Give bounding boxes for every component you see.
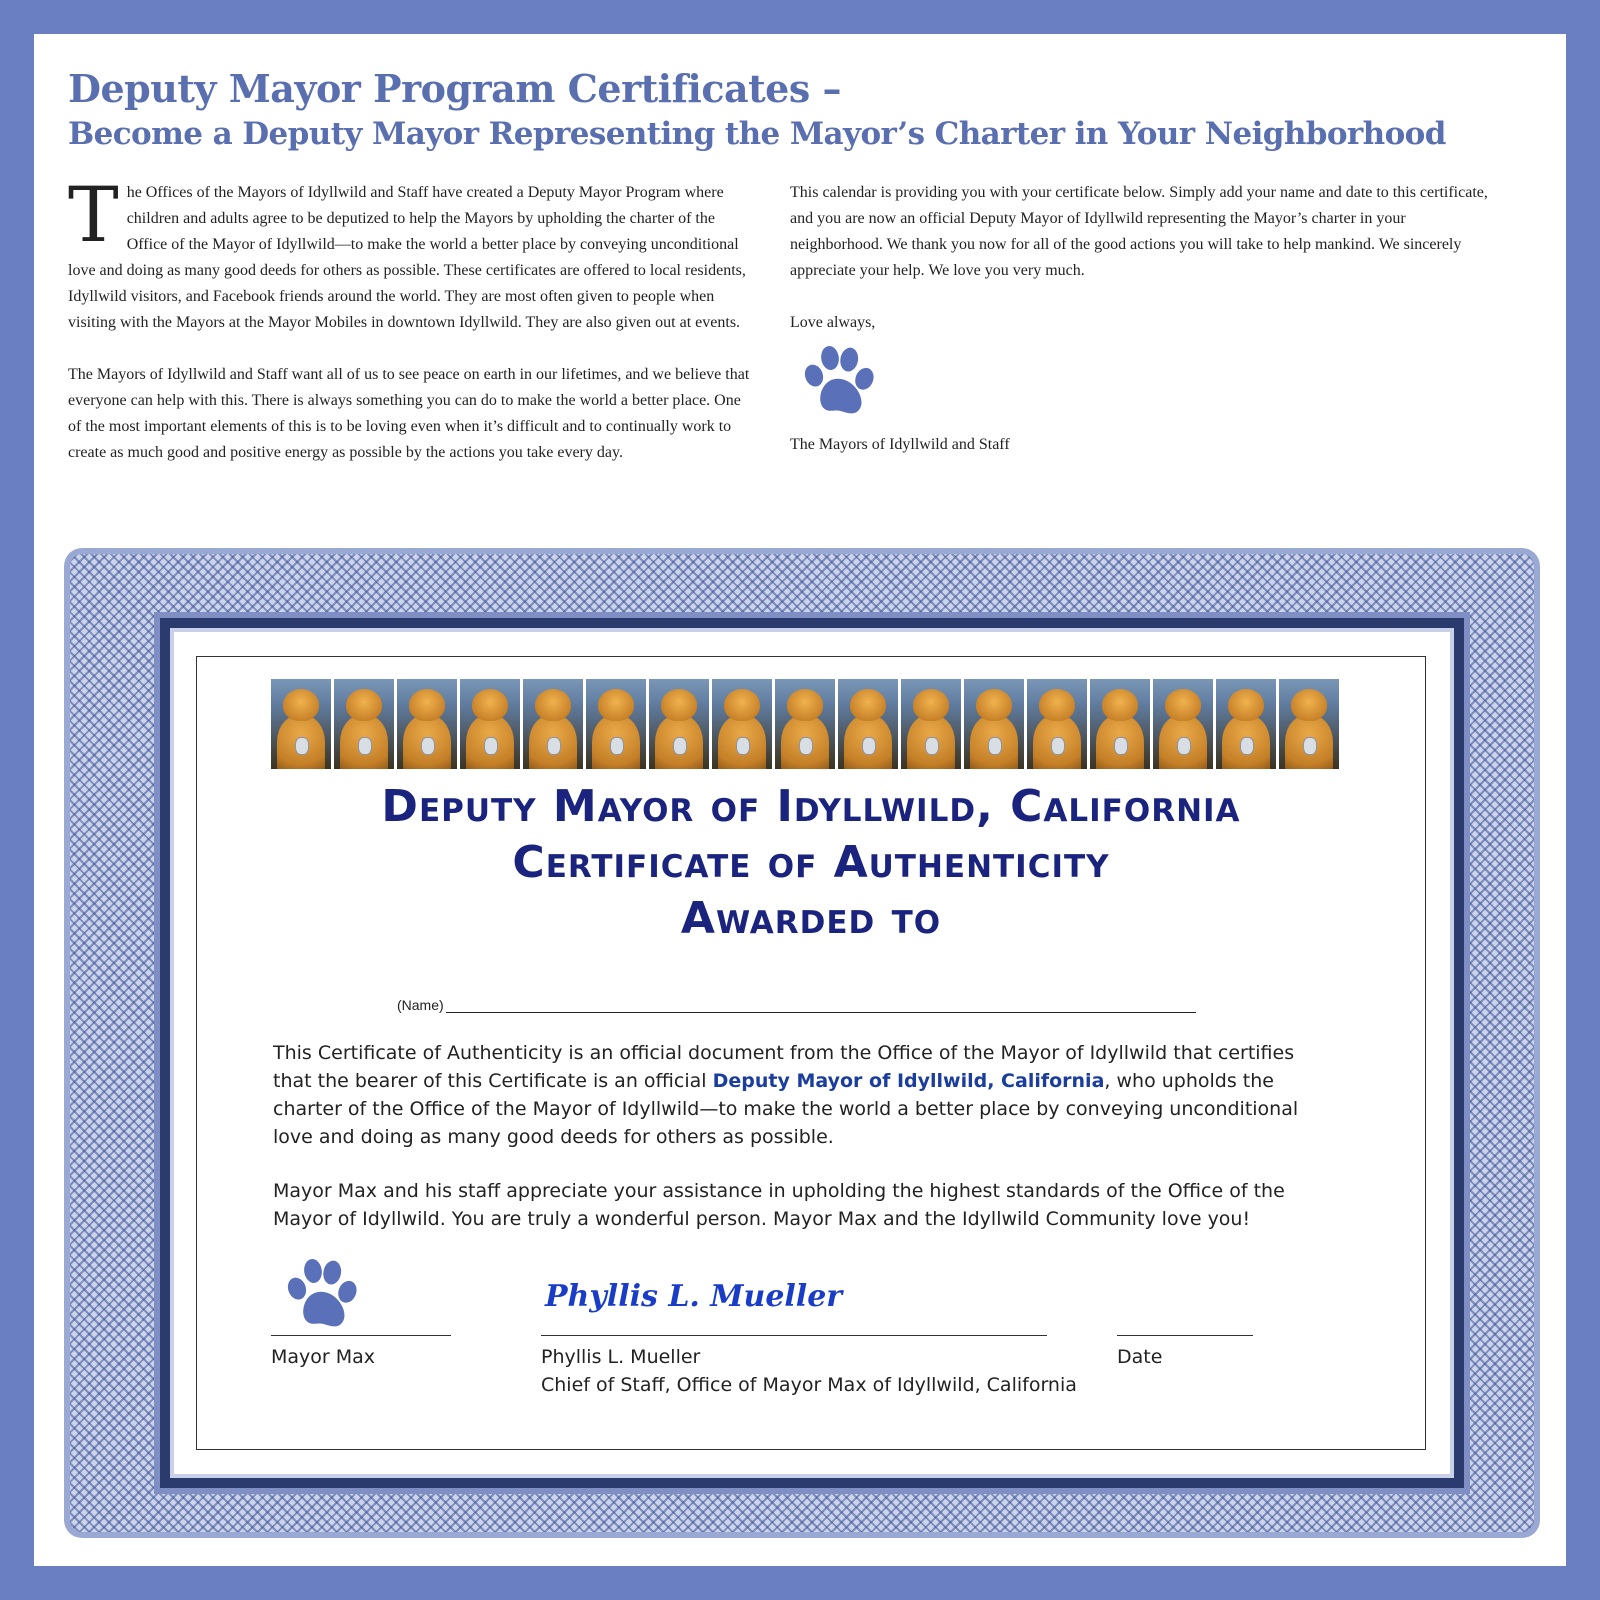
letter-paragraph-1-text: he Offices of the Mayors of Idyllwild and Staff have created a Deputy Mayor Program where children and adults agree to be deputized to help the Mayors by upholding the charter of the Office of the Mayor of Idyllwild—to make the world a better place by conveying unconditional love and doing as many good deeds for others as possible. These certificates are offered to local residents, Idyllwild visitors, and Facebook friends around the world. They are most often given to people when visiting with the Mayors at the Mayor Mobiles in downtown Idyllwild. They are also given out at events.: [68, 184, 746, 331]
dog-photo: [1090, 679, 1150, 769]
name-blank-line[interactable]: [446, 998, 1196, 1013]
chief-of-staff-signature-line: [541, 1335, 1047, 1336]
dog-photo-strip: [271, 679, 1339, 769]
chief-of-staff-name: Phyllis L. Mueller: [541, 1346, 701, 1368]
certificate-body: [273, 1039, 1323, 1259]
dog-photo: [271, 679, 331, 769]
dog-photo: [1027, 679, 1087, 769]
dog-photo: [334, 679, 394, 769]
mayor-signature-label: Mayor Max: [271, 1346, 376, 1368]
letter-left-column: [68, 170, 758, 492]
dog-photo: [1153, 679, 1213, 769]
handwritten-signature: Phyllis L. Mueller: [545, 1279, 843, 1314]
letter-sign-off: The Mayors of Idyllwild and Staff: [790, 436, 1010, 453]
drop-cap: T: [68, 170, 119, 259]
certificate-paragraph-1-end: , who upholds the charter of the Office of the Mayor of Idyllwild—to make the world a better place by conveying unconditional love and doing as many good deeds for others as possible.: [273, 1070, 1299, 1148]
dog-photo: [838, 679, 898, 769]
dog-photo: [649, 679, 709, 769]
dog-photo: [1216, 679, 1276, 769]
letter-closing: Love always,: [790, 314, 876, 331]
mayor-signature-line: [271, 1335, 451, 1336]
page-title: Deputy Mayor Program Certificates –: [68, 66, 841, 111]
dog-photo: [901, 679, 961, 769]
certificate-title-line-3: Awarded to: [680, 893, 942, 944]
paw-print-icon: [281, 1255, 361, 1335]
certificate-paragraph-2: Mayor Max and his staff appreciate your assistance in upholding the highest standards of the Office of the Mayor of Idyllwild. You are truly a wonderful person. Mayor Max and the Idyllwild Community love you!: [273, 1180, 1285, 1230]
dog-photo: [775, 679, 835, 769]
date-label: Date: [1117, 1346, 1163, 1368]
dog-photo: [964, 679, 1024, 769]
letter-paragraph-2: The Mayors of Idyllwild and Staff want all of us to see peace on earth in our lifetimes, and we believe that everyone can help with this. There is always something you can do to make the world a better place. One of the most important elements of this is to be loving even when it’s difficult and to continually work to create as much good and positive energy as possible by the actions you take every day.: [68, 366, 750, 461]
page-subtitle: Become a Deputy Mayor Representing the Mayor’s Charter in Your Neighborhood: [68, 116, 1446, 152]
letter-right-column: [790, 180, 1490, 484]
certificate-paragraph-1: [273, 1039, 1323, 1151]
certificate-title-line-1: Deputy Mayor of Idyllwild, California: [381, 781, 1241, 832]
certificate-paragraph-1-start: This Certificate of Authenticity is an official document from the Office of the Mayor of Idyllwild that certifies that the bearer of this Certificate is an official: [273, 1042, 1295, 1092]
chief-of-staff-title: Chief of Staff, Office of Mayor Max of Idyllwild, California: [541, 1374, 1077, 1396]
date-line[interactable]: [1117, 1335, 1253, 1336]
paw-print-icon: [798, 342, 878, 422]
dog-photo: [397, 679, 457, 769]
chief-of-staff-block: [541, 1343, 1077, 1399]
letter-paragraph-1: [68, 170, 758, 336]
certificate: [196, 656, 1426, 1450]
letter-paragraph-3: This calendar is providing you with your certificate below. Simply add your name and date to this certificate, and you are now an official Deputy Mayor of Idyllwild representing the Mayor’s charter in your neighborhood. We thank you now for all of the good actions you will take to help mankind. We sincerely appreciate your help. We love you very much.: [790, 184, 1488, 279]
certificate-highlight-title: Deputy Mayor of Idyllwild, California: [712, 1070, 1105, 1092]
name-label: (Name): [397, 997, 444, 1013]
dog-photo: [1279, 679, 1339, 769]
name-field[interactable]: [397, 997, 1196, 1013]
certificate-title-line-2: Certificate of Authenticity: [512, 837, 1110, 888]
dog-photo: [712, 679, 772, 769]
dog-photo: [586, 679, 646, 769]
dog-photo: [523, 679, 583, 769]
dog-photo: [460, 679, 520, 769]
